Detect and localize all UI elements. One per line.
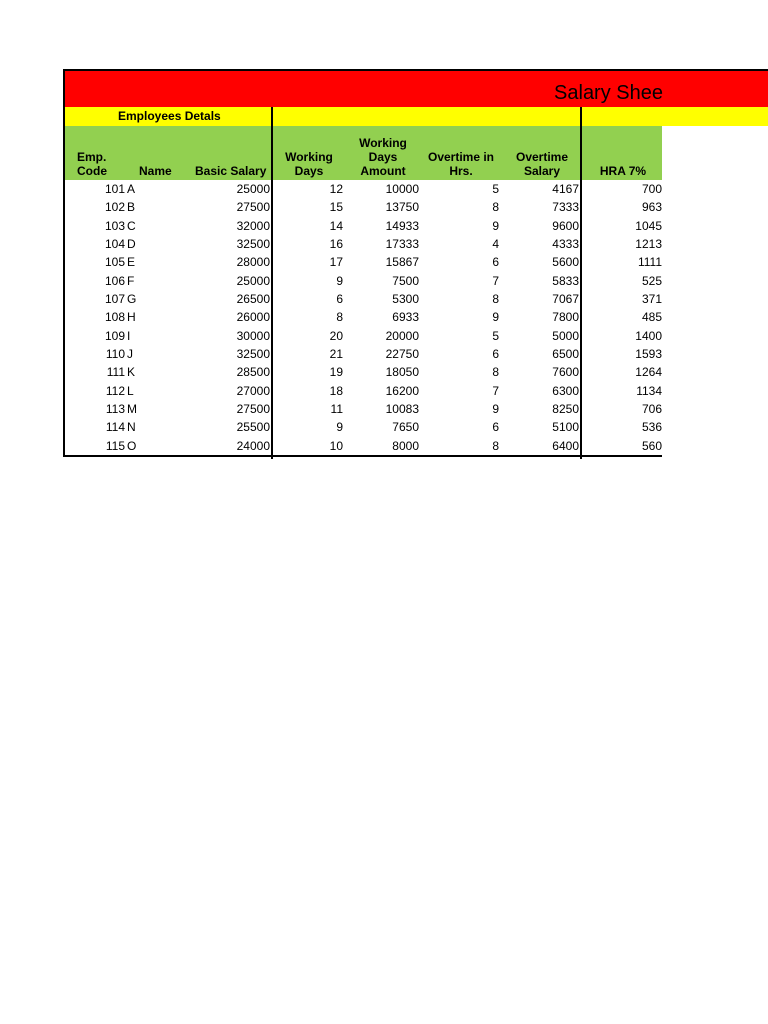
cell-emp-code: 107 bbox=[104, 292, 125, 307]
cell-basic-salary: 25000 bbox=[236, 182, 270, 196]
table-row bbox=[65, 235, 662, 253]
cell-overtime-salary: 9600 bbox=[552, 218, 579, 233]
cell-overtime-hrs: 8 bbox=[492, 365, 499, 380]
table-row bbox=[65, 308, 662, 326]
cell-emp-code: 101 bbox=[104, 182, 125, 196]
cell-overtime-hrs: 8 bbox=[492, 292, 499, 307]
cell-working-days-amount: 7500 bbox=[392, 273, 419, 288]
cell-working-days: 12 bbox=[329, 182, 343, 196]
cell-hra: 1111 bbox=[637, 255, 662, 270]
header-overtime-hrs: Overtime in Hrs. bbox=[427, 150, 495, 178]
header-working-days-amount: Working Days Amount bbox=[359, 136, 407, 178]
cell-basic-salary: 32500 bbox=[236, 347, 270, 362]
cell-working-days: 10 bbox=[329, 438, 343, 453]
header-name: Name bbox=[139, 164, 172, 178]
cell-name: M bbox=[127, 402, 137, 417]
cell-hra: 1134 bbox=[636, 383, 662, 398]
cell-overtime-salary: 7333 bbox=[552, 200, 579, 215]
cell-hra: 1400 bbox=[635, 328, 662, 343]
cell-emp-code: 113 bbox=[105, 402, 125, 417]
data-rows bbox=[63, 180, 662, 457]
cell-emp-code: 114 bbox=[105, 420, 125, 435]
group-band bbox=[63, 107, 768, 126]
cell-basic-salary: 25000 bbox=[236, 273, 270, 288]
cell-emp-code: 115 bbox=[105, 438, 125, 453]
cell-working-days: 9 bbox=[336, 420, 343, 435]
group-label: Employees Detals bbox=[118, 109, 221, 123]
cell-working-days: 8 bbox=[336, 310, 343, 325]
table-row bbox=[65, 217, 662, 235]
cell-emp-code: 111 bbox=[106, 365, 125, 380]
table-row bbox=[65, 437, 662, 455]
cell-working-days: 15 bbox=[329, 200, 343, 215]
cell-basic-salary: 26500 bbox=[236, 292, 270, 307]
table-row bbox=[65, 345, 662, 363]
table-row bbox=[65, 198, 662, 216]
cell-working-days-amount: 10083 bbox=[385, 402, 419, 417]
cell-overtime-hrs: 5 bbox=[492, 328, 499, 343]
cell-working-days: 18 bbox=[329, 383, 343, 398]
cell-overtime-salary: 4167 bbox=[552, 182, 579, 196]
cell-basic-salary: 27500 bbox=[236, 402, 270, 417]
cell-name: I bbox=[127, 328, 131, 343]
table-row bbox=[65, 272, 662, 290]
cell-working-days: 21 bbox=[329, 347, 343, 362]
header-basic-salary: Basic Salary bbox=[195, 164, 267, 178]
cell-working-days: 6 bbox=[336, 292, 343, 307]
cell-emp-code: 112 bbox=[105, 383, 125, 398]
cell-emp-code: 104 bbox=[104, 237, 125, 252]
cell-emp-code: 109 bbox=[104, 328, 125, 343]
cell-working-days: 11 bbox=[330, 402, 343, 417]
cell-emp-code: 105 bbox=[104, 255, 125, 270]
table-row bbox=[65, 253, 662, 271]
cell-overtime-hrs: 9 bbox=[492, 218, 499, 233]
table-row bbox=[65, 180, 662, 198]
title-band bbox=[63, 69, 768, 107]
cell-name: J bbox=[127, 347, 133, 362]
cell-basic-salary: 27000 bbox=[236, 383, 270, 398]
cell-overtime-hrs: 8 bbox=[492, 200, 499, 215]
cell-name: C bbox=[127, 218, 136, 233]
cell-hra: 485 bbox=[641, 310, 662, 325]
cell-overtime-salary: 5100 bbox=[552, 420, 579, 435]
cell-basic-salary: 28000 bbox=[236, 255, 270, 270]
cell-overtime-salary: 4333 bbox=[552, 237, 579, 252]
cell-overtime-hrs: 9 bbox=[492, 402, 499, 417]
header-overtime-salary: Overtime Salary bbox=[515, 150, 569, 178]
cell-overtime-salary: 6500 bbox=[552, 347, 579, 362]
cell-name: G bbox=[127, 292, 137, 307]
header-hra: HRA 7% bbox=[599, 164, 647, 178]
cell-overtime-salary: 8250 bbox=[552, 402, 579, 417]
cell-emp-code: 108 bbox=[104, 310, 125, 325]
cell-name: H bbox=[127, 310, 136, 325]
cell-emp-code: 103 bbox=[104, 218, 125, 233]
cell-overtime-hrs: 6 bbox=[492, 347, 499, 362]
header-working-days: Working Days bbox=[285, 150, 333, 178]
cell-hra: 560 bbox=[641, 438, 662, 453]
cell-hra: 706 bbox=[641, 402, 662, 417]
cell-working-days-amount: 5300 bbox=[392, 292, 419, 307]
cell-working-days: 9 bbox=[336, 273, 343, 288]
cell-working-days-amount: 18050 bbox=[385, 365, 419, 380]
cell-name: E bbox=[127, 255, 136, 270]
cell-basic-salary: 30000 bbox=[236, 328, 270, 343]
cell-working-days-amount: 8000 bbox=[392, 438, 419, 453]
cell-basic-salary: 32000 bbox=[236, 218, 270, 233]
cell-overtime-hrs: 5 bbox=[492, 182, 499, 196]
cell-name: O bbox=[127, 438, 137, 453]
table-row bbox=[65, 363, 662, 381]
cell-overtime-salary: 5000 bbox=[552, 328, 579, 343]
cell-overtime-salary: 7800 bbox=[552, 310, 579, 325]
cell-overtime-hrs: 6 bbox=[492, 420, 499, 435]
cell-working-days-amount: 20000 bbox=[385, 328, 419, 343]
table-row bbox=[65, 327, 662, 345]
cell-basic-salary: 25500 bbox=[236, 420, 270, 435]
cell-overtime-salary: 6300 bbox=[552, 383, 579, 398]
cell-name: B bbox=[127, 200, 136, 215]
cell-hra: 525 bbox=[641, 273, 662, 288]
header-row bbox=[63, 126, 662, 180]
cell-overtime-hrs: 7 bbox=[492, 273, 499, 288]
cell-hra: 1213 bbox=[635, 237, 662, 252]
cell-emp-code: 110 bbox=[105, 347, 125, 362]
cell-overtime-salary: 5600 bbox=[552, 255, 579, 270]
cell-working-days: 14 bbox=[329, 218, 343, 233]
cell-working-days-amount: 17333 bbox=[385, 237, 419, 252]
cell-working-days-amount: 13750 bbox=[385, 200, 419, 215]
cell-name: K bbox=[127, 365, 136, 380]
cell-name: N bbox=[127, 420, 136, 435]
cell-overtime-salary: 6400 bbox=[552, 438, 579, 453]
cell-hra: 1593 bbox=[635, 347, 662, 362]
sheet-title: Salary Shee bbox=[554, 82, 663, 104]
cell-working-days: 19 bbox=[329, 365, 343, 380]
cell-overtime-salary: 7067 bbox=[552, 292, 579, 307]
cell-name: A bbox=[127, 182, 136, 196]
table-row bbox=[65, 382, 662, 400]
cell-overtime-hrs: 7 bbox=[492, 383, 499, 398]
cell-basic-salary: 32500 bbox=[236, 237, 270, 252]
cell-working-days-amount: 22750 bbox=[385, 347, 419, 362]
cell-overtime-hrs: 9 bbox=[492, 310, 499, 325]
cell-emp-code: 102 bbox=[104, 200, 125, 215]
cell-working-days-amount: 15867 bbox=[385, 255, 419, 270]
cell-working-days-amount: 7650 bbox=[392, 420, 419, 435]
cell-hra: 1045 bbox=[635, 218, 662, 233]
header-emp-code: Emp. Code bbox=[77, 150, 107, 178]
cell-overtime-hrs: 6 bbox=[492, 255, 499, 270]
cell-basic-salary: 24000 bbox=[236, 438, 270, 453]
cell-name: F bbox=[127, 273, 135, 288]
cell-emp-code: 106 bbox=[104, 273, 125, 288]
cell-overtime-salary: 7600 bbox=[552, 365, 579, 380]
table-row bbox=[65, 400, 662, 418]
cell-working-days: 16 bbox=[329, 237, 343, 252]
cell-basic-salary: 27500 bbox=[236, 200, 270, 215]
cell-working-days-amount: 10000 bbox=[385, 182, 419, 196]
cell-working-days-amount: 16200 bbox=[385, 383, 419, 398]
cell-working-days: 17 bbox=[329, 255, 343, 270]
cell-name: D bbox=[127, 237, 136, 252]
cell-hra: 1264 bbox=[635, 365, 662, 380]
cell-working-days-amount: 14933 bbox=[385, 218, 419, 233]
cell-overtime-hrs: 8 bbox=[492, 438, 499, 453]
cell-hra: 700 bbox=[641, 182, 662, 196]
cell-working-days-amount: 6933 bbox=[392, 310, 419, 325]
cell-overtime-hrs: 4 bbox=[492, 237, 499, 252]
cell-hra: 371 bbox=[641, 292, 662, 307]
cell-basic-salary: 28500 bbox=[236, 365, 270, 380]
cell-hra: 963 bbox=[641, 200, 662, 215]
cell-working-days: 20 bbox=[329, 328, 343, 343]
cell-name: L bbox=[127, 383, 134, 398]
table-row bbox=[65, 418, 662, 436]
divider-overtime-salary bbox=[580, 107, 582, 459]
cell-basic-salary: 26000 bbox=[236, 310, 270, 325]
cell-hra: 536 bbox=[641, 420, 662, 435]
cell-overtime-salary: 5833 bbox=[552, 273, 579, 288]
divider-basic-salary bbox=[271, 107, 273, 459]
table-row bbox=[65, 290, 662, 308]
